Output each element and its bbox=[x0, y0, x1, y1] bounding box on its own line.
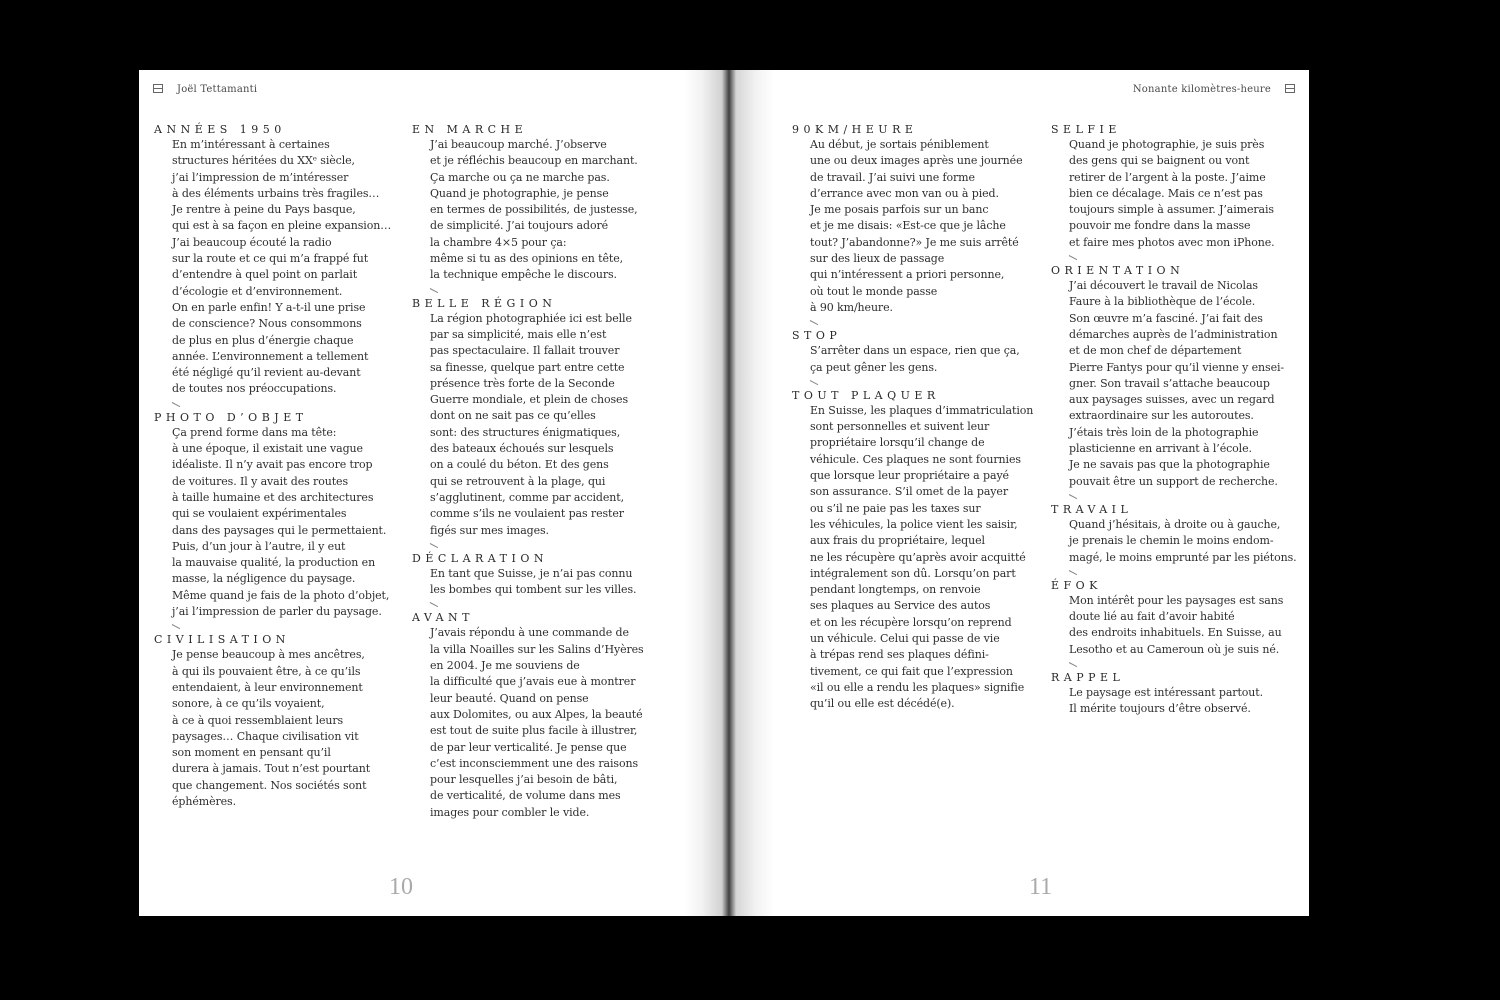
body-text-line: pour lesquelles j’ai besoin de bâti, bbox=[430, 773, 618, 787]
body-text-line: la villa Noailles sur les Salins d’Hyères bbox=[430, 642, 644, 656]
section-separator-mark bbox=[154, 398, 399, 410]
body-text-line: qui se retrouvent à la plage, qui bbox=[430, 474, 606, 488]
body-text-line: En tant que Suisse, je n’ai pas connu bbox=[430, 566, 633, 580]
section-heading: TOUT PLAQUER bbox=[792, 388, 940, 402]
body-text-line: J’ai beaucoup marché. J’observe bbox=[430, 138, 607, 151]
body-text-line: Mon intérêt pour les paysages est sans bbox=[1069, 593, 1284, 607]
text-section bbox=[412, 552, 657, 611]
section-heading: EN MARCHE bbox=[412, 123, 528, 136]
body-text-line: je prenais le chemin le moins endom- bbox=[1069, 534, 1274, 548]
section-heading: 90KM/HEURE bbox=[792, 123, 918, 136]
body-text-line: à taille humaine et des architectures bbox=[172, 490, 374, 504]
body-text-line: année. L’environnement a tellement bbox=[172, 349, 369, 363]
body-text-line: intégralement son dû. Lorsqu’on part bbox=[810, 566, 1016, 580]
body-text-line: et faire mes photos avec mon iPhone. bbox=[1069, 235, 1275, 249]
body-text-line: extraordinaire sur les autoroutes. bbox=[1069, 409, 1254, 423]
text-section bbox=[412, 123, 657, 296]
body-text-line: bien ce décalage. Mais ce n’est pas bbox=[1069, 186, 1263, 200]
body-text-line: et je me disais: «Est-ce que je lâche bbox=[810, 219, 1006, 233]
body-text-line: En m’intéressant à certaines bbox=[172, 138, 330, 151]
body-text-line: en 2004. Je me souviens de bbox=[430, 659, 580, 673]
left-page-number: 10 bbox=[389, 874, 413, 900]
book-spread bbox=[139, 70, 1309, 916]
body-text-line: J’ai découvert le travail de Nicolas bbox=[1069, 279, 1258, 293]
body-text-line: toujours simple à assumer. J’aimerais bbox=[1069, 203, 1274, 217]
body-text-line: doute lié au fait d’avoir habité bbox=[1069, 610, 1235, 624]
body-text-line: Il mérite toujours d’être observé. bbox=[1069, 702, 1251, 716]
section-separator-mark bbox=[1051, 566, 1296, 578]
body-text-line: pendant longtemps, on renvoie bbox=[810, 583, 981, 597]
left-page bbox=[139, 70, 724, 916]
body-text-line: En Suisse, les plaques d’immatriculation bbox=[810, 403, 1034, 417]
body-text-line: un véhicule. Celui qui passe de vie bbox=[810, 632, 1000, 646]
body-text-line: tout? J’abandonne?» Je me suis arrêté bbox=[810, 235, 1019, 249]
body-text-line: éphémères. bbox=[172, 794, 236, 808]
body-text-line: d’écologie et d’environnement. bbox=[172, 284, 343, 298]
body-text-line: Quand j’hésitais, à droite ou à gauche, bbox=[1069, 517, 1281, 531]
body-text-line: véhicule. Ces plaques ne sont fournies bbox=[810, 452, 1021, 466]
body-text-line: Au début, je sortais péniblement bbox=[810, 138, 989, 151]
body-text-line: en termes de possibilités, de justesse, bbox=[430, 203, 638, 217]
body-text-line: retirer de l’argent à la poste. J’aime bbox=[1069, 170, 1266, 184]
body-text-line: aux Dolomites, ou aux Alpes, la beauté bbox=[430, 707, 643, 721]
body-text-line: qui n’intéressent a priori personne, bbox=[810, 268, 1005, 282]
body-text-line: qu’il ou elle est décédé(e). bbox=[810, 697, 955, 711]
text-section bbox=[1051, 123, 1296, 263]
body-text-line: c’est inconsciemment une des raisons bbox=[430, 756, 639, 770]
section-heading: ÉFOK bbox=[1051, 578, 1102, 592]
body-text-line: comme s’ils ne voulaient pas rester bbox=[430, 507, 624, 521]
body-text-line: où tout le monde passe bbox=[810, 284, 938, 298]
body-text-line: ou s’il ne paie pas les taxes sur bbox=[810, 501, 981, 515]
section-heading: TRAVAIL bbox=[1051, 502, 1133, 516]
body-text-line: Ça marche ou ça ne marche pas. bbox=[430, 170, 610, 184]
text-section bbox=[412, 611, 657, 821]
body-text-line: les véhicules, la police vient les saisir, bbox=[810, 517, 1018, 531]
section-separator-mark bbox=[1051, 251, 1296, 263]
body-text-line: on a coulé du béton. Et des gens bbox=[430, 458, 609, 472]
body-text-line: j’ai l’impression de parler du paysage. bbox=[172, 605, 382, 619]
body-text-line: et je réfléchis beaucoup en marchant. bbox=[430, 154, 638, 168]
text-section bbox=[154, 411, 399, 633]
body-text-line: j’ai l’impression de m’intéresser bbox=[172, 170, 349, 184]
body-text-line: de verticalité, de volume dans mes bbox=[430, 789, 621, 803]
body-text-line: que lorsque leur propriétaire a payé bbox=[810, 469, 1009, 483]
body-text-line: propriétaire lorsqu’il change de bbox=[810, 436, 985, 450]
body-text-line: Son œuvre m’a fasciné. J’ai fait des bbox=[1069, 311, 1263, 325]
section-separator-mark bbox=[792, 376, 1037, 388]
body-text-line: Lesotho et au Cameroun où je suis né. bbox=[1069, 642, 1280, 656]
section-separator-mark bbox=[412, 284, 657, 296]
body-text-line: J’étais très loin de la photographie bbox=[1069, 425, 1259, 439]
body-text-line: que changement. Nos sociétés sont bbox=[172, 778, 367, 792]
body-text-line: à 90 km/heure. bbox=[810, 300, 893, 314]
right-column-2 bbox=[1051, 122, 1296, 718]
body-text-line: sonore, à ce qu’ils voyaient, bbox=[172, 697, 325, 711]
body-text-line: dans des paysages qui le permettaient. bbox=[172, 523, 387, 537]
body-text-line: la mauvaise qualité, la production en bbox=[172, 556, 376, 570]
body-text-line: dont on ne sait pas ce qu’elles bbox=[430, 409, 596, 423]
section-heading: ORIENTATION bbox=[1051, 264, 1185, 278]
body-text-line: Puis, d’un jour à l’autre, il y eut bbox=[172, 539, 346, 553]
body-text-line: images pour combler le vide. bbox=[430, 805, 590, 819]
body-text-line: On en parle enfin! Y a-t-il une prise bbox=[172, 300, 366, 314]
section-heading: STOP bbox=[792, 329, 842, 343]
body-text-line: tivement, ce qui fait que l’expression bbox=[810, 664, 1013, 678]
body-text-line: masse, la négligence du paysage. bbox=[172, 572, 356, 586]
body-text-line: les bombes qui tombent sur les villes. bbox=[430, 583, 637, 597]
right-running-head-text: Nonante kilomètres-heure bbox=[1132, 84, 1271, 95]
text-section bbox=[792, 329, 1037, 388]
body-text-line: J’ai beaucoup écouté la radio bbox=[172, 235, 332, 249]
text-section bbox=[1051, 503, 1296, 578]
text-section bbox=[1051, 579, 1296, 670]
book-icon bbox=[1285, 84, 1295, 93]
body-text-line: Je me posais parfois sur un banc bbox=[810, 203, 989, 217]
body-text-line: paysages… Chaque civilisation vit bbox=[172, 729, 359, 743]
text-section bbox=[154, 633, 399, 810]
body-text-line: été négligé qu’il revient au-devant bbox=[172, 366, 361, 380]
section-separator-mark bbox=[412, 539, 657, 551]
body-text-line: la chambre 4×5 pour ça: bbox=[430, 235, 567, 249]
section-heading: BELLE RÉGION bbox=[412, 296, 557, 310]
body-text-line: ne les récupère qu’après avoir acquitté bbox=[810, 550, 1026, 564]
body-text-line: une ou deux images après une journée bbox=[810, 154, 1023, 168]
body-text-line: magé, le moins emprunté par les piétons. bbox=[1069, 550, 1297, 564]
left-running-head-text: Joël Tettamanti bbox=[177, 84, 258, 95]
body-text-line: sur des lieux de passage bbox=[810, 252, 945, 266]
body-text-line: idéaliste. Il n’y avait pas encore trop bbox=[172, 458, 373, 472]
body-text-line: à des éléments urbains très fragiles… bbox=[172, 186, 380, 200]
body-text-line: de conscience? Nous consommons bbox=[172, 317, 362, 331]
body-text-line: Quand je photographie, je pense bbox=[430, 186, 609, 200]
book-icon bbox=[153, 84, 163, 93]
section-heading: AVANT bbox=[412, 611, 474, 625]
body-text-line: son moment en pensant qu’il bbox=[172, 746, 331, 760]
section-heading: PHOTO D’OBJET bbox=[154, 410, 308, 424]
section-separator-mark bbox=[1051, 658, 1296, 670]
body-text-line: à trépas rend ses plaques défini- bbox=[810, 648, 989, 662]
body-text-line: gner. Son travail s’attache beaucoup bbox=[1069, 376, 1270, 390]
body-text-line: son assurance. S’il omet de la payer bbox=[810, 485, 1008, 499]
body-text-line: Pierre Fantys pour qu’il vienne y ensei- bbox=[1069, 360, 1285, 374]
section-separator-mark bbox=[792, 316, 1037, 328]
text-section bbox=[154, 123, 399, 410]
left-column-1 bbox=[154, 122, 399, 810]
body-text-line: d’errance avec mon van ou à pied. bbox=[810, 186, 999, 200]
body-text-line: Guerre mondiale, et plein de choses bbox=[430, 393, 628, 407]
left-running-head bbox=[153, 84, 257, 95]
body-text-line: des bateaux échoués sur lesquels bbox=[430, 442, 614, 456]
body-text-line: figés sur mes images. bbox=[430, 523, 549, 537]
body-text-line: Je ne savais pas que la photographie bbox=[1069, 458, 1270, 472]
body-text-line: entendaient, à leur environnement bbox=[172, 680, 363, 694]
left-column-2 bbox=[412, 122, 657, 821]
body-text-line: Le paysage est intéressant partout. bbox=[1069, 686, 1264, 700]
right-page-number: 11 bbox=[1029, 874, 1053, 900]
body-text-line: des gens qui se baignent ou vont bbox=[1069, 154, 1250, 168]
body-text-line: Je rentre à peine du Pays basque, bbox=[172, 203, 356, 217]
text-section bbox=[792, 389, 1037, 713]
body-text-line: de par leur verticalité. Je pense que bbox=[430, 740, 627, 754]
section-heading: RAPPEL bbox=[1051, 671, 1125, 685]
body-text-line: pouvoir me fondre dans la masse bbox=[1069, 219, 1251, 233]
body-text-line: La région photographiée ici est belle bbox=[430, 311, 632, 325]
section-heading: DÉCLARATION bbox=[412, 551, 548, 565]
body-text-line: et de mon chef de département bbox=[1069, 344, 1242, 358]
body-text-line: pouvait être un support de recherche. bbox=[1069, 474, 1278, 488]
section-separator-mark bbox=[154, 620, 399, 632]
body-text-line: Même quand je fais de la photo d’objet, bbox=[172, 588, 390, 602]
section-heading: ANNÉES 1950 bbox=[154, 123, 286, 136]
body-text-line: Quand je photographie, je suis près bbox=[1069, 138, 1265, 151]
body-text-line: présence très forte de la Seconde bbox=[430, 376, 615, 390]
right-column-1 bbox=[792, 122, 1037, 713]
section-heading: SELFIE bbox=[1051, 123, 1121, 136]
body-text-line: aux frais du propriétaire, lequel bbox=[810, 534, 985, 548]
body-text-line: plasticienne en arrivant à l’école. bbox=[1069, 442, 1252, 456]
text-section bbox=[1051, 264, 1296, 502]
right-running-head bbox=[1133, 84, 1295, 95]
body-text-line: de toutes nos préoccupations. bbox=[172, 382, 337, 396]
body-text-line: S’arrêter dans un espace, rien que ça, bbox=[810, 344, 1020, 358]
body-text-line: de simplicité. J’ai toujours adoré bbox=[430, 219, 609, 233]
body-text-line: structures héritées du XXᵉ siècle, bbox=[172, 154, 355, 168]
body-text-line: à une époque, il existait une vague bbox=[172, 442, 363, 456]
body-text-line: leur beauté. Quand on pense bbox=[430, 691, 589, 705]
body-text-line: à ce à quoi ressemblaient leurs bbox=[172, 713, 344, 727]
body-text-line: et on les récupère lorsqu’on reprend bbox=[810, 615, 1012, 629]
section-separator-mark bbox=[1051, 490, 1296, 502]
section-heading: CIVILISATION bbox=[154, 633, 290, 647]
text-section bbox=[412, 297, 657, 551]
right-page bbox=[724, 70, 1309, 916]
body-text-line: ses plaques au Service des autos bbox=[810, 599, 991, 613]
body-text-line: aux paysages suisses, avec un regard bbox=[1069, 393, 1275, 407]
body-text-line: est tout de suite plus facile à illustrer, bbox=[430, 724, 638, 738]
body-text-line: ça peut gêner les gens. bbox=[810, 360, 938, 374]
body-text-line: Ça prend forme dans ma tête: bbox=[172, 425, 337, 439]
body-text-line: par sa simplicité, mais elle n’est bbox=[430, 327, 607, 341]
section-separator-mark bbox=[412, 598, 657, 610]
body-text-line: Faure à la bibliothèque de l’école. bbox=[1069, 295, 1256, 309]
body-text-line: démarches auprès de l’administration bbox=[1069, 327, 1278, 341]
body-text-line: qui se voulaient expérimentales bbox=[172, 507, 347, 521]
body-text-line: «il ou elle a rendu les plaques» signifie bbox=[810, 680, 1025, 694]
text-section bbox=[792, 123, 1037, 328]
body-text-line: sa finesse, quelque part entre cette bbox=[430, 360, 625, 374]
body-text-line: sont: des structures énigmatiques, bbox=[430, 425, 621, 439]
body-text-line: Je pense beaucoup à mes ancêtres, bbox=[172, 648, 365, 662]
body-text-line: s’agglutinent, comme par accident, bbox=[430, 490, 624, 504]
body-text-line: d’entendre à quel point on parlait bbox=[172, 268, 358, 282]
body-text-line: pas spectaculaire. Il fallait trouver bbox=[430, 344, 620, 358]
body-text-line: de voitures. Il y avait des routes bbox=[172, 474, 348, 488]
text-section bbox=[1051, 671, 1296, 718]
body-text-line: sur la route et ce qui m’a frappé fut bbox=[172, 252, 369, 266]
body-text-line: J’avais répondu à une commande de bbox=[430, 626, 629, 640]
body-text-line: sont personnelles et suivent leur bbox=[810, 420, 990, 434]
body-text-line: de travail. J’ai suivi une forme bbox=[810, 170, 975, 184]
body-text-line: même si tu as des opinions en tête, bbox=[430, 252, 624, 266]
body-text-line: des endroits inhabituels. En Suisse, au bbox=[1069, 626, 1282, 640]
body-text-line: qui est à sa façon en pleine expansion… bbox=[172, 219, 392, 233]
body-text-line: de plus en plus d’énergie chaque bbox=[172, 333, 354, 347]
body-text-line: à qui ils pouvaient être, à ce qu’ils bbox=[172, 664, 361, 678]
body-text-line: la technique empêche le discours. bbox=[430, 268, 617, 282]
body-text-line: durera à jamais. Tout n’est pourtant bbox=[172, 762, 371, 776]
body-text-line: la difficulté que j’avais eue à montrer bbox=[430, 675, 636, 689]
